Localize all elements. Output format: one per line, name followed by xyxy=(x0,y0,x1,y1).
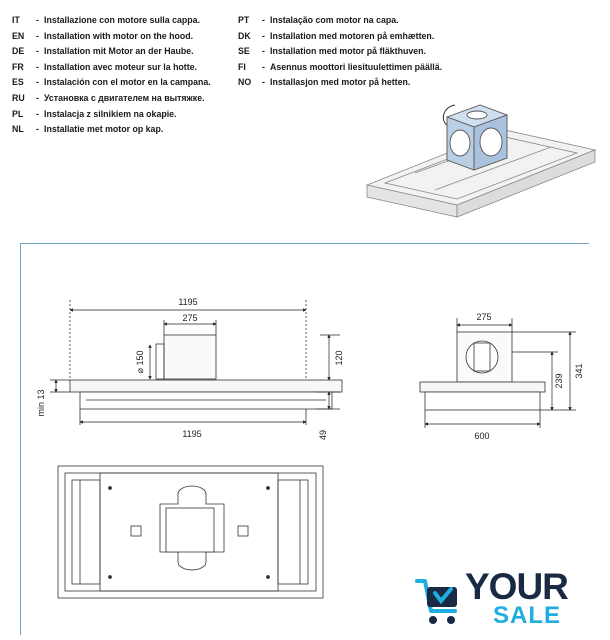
dim-width-top: 1195 xyxy=(178,297,198,307)
separator: - xyxy=(262,30,265,41)
instruction-text: Asennus moottori liesituulettimen päällä. xyxy=(270,61,443,72)
instruction-text: Installation med motor på fläkthuven. xyxy=(270,46,426,57)
instruction-text: Installation mit Motor an der Haube. xyxy=(44,46,194,57)
dim-motor-height: 120 xyxy=(334,350,344,366)
separator: - xyxy=(36,46,39,57)
separator: - xyxy=(36,108,39,119)
screw-hole xyxy=(267,487,270,490)
separator: - xyxy=(262,77,265,88)
screw-hole xyxy=(109,487,112,490)
lang-code: SE xyxy=(238,46,250,57)
instruction-text: Instalação com motor na capa. xyxy=(270,15,399,25)
logo-word-your: YOUR xyxy=(465,566,568,607)
dim-min-clearance: min 13 xyxy=(36,389,46,417)
instruction-text: Installatie met motor op kap. xyxy=(44,124,164,135)
separator: - xyxy=(262,15,265,25)
screw-hole xyxy=(109,576,112,579)
top-view xyxy=(58,466,323,598)
instruction-text: Instalación con el motor en la campana. xyxy=(44,77,211,88)
hood-side-lower xyxy=(425,392,540,410)
motor-box xyxy=(164,335,216,379)
lang-code: IT xyxy=(12,15,20,25)
separator: - xyxy=(36,77,39,88)
separator: - xyxy=(262,61,265,72)
side-view xyxy=(420,318,545,428)
lang-code: NL xyxy=(12,124,24,135)
separator: - xyxy=(36,92,39,103)
separator: - xyxy=(36,61,39,72)
instruction-text: Installation with motor on the hood. xyxy=(44,30,194,41)
dim-motor-width: 275 xyxy=(182,313,198,323)
logo-word-sale: SALE xyxy=(493,602,562,629)
hood-side-upper xyxy=(420,382,545,392)
instruction-text: Instalacja z silnikiem na okapie. xyxy=(44,108,177,119)
front-view xyxy=(70,300,342,425)
hood-upper-body xyxy=(70,380,342,392)
dim-duct-diameter: ⌀ 150 xyxy=(135,350,145,374)
hood-lower-body xyxy=(80,392,332,409)
lang-code: RU xyxy=(12,92,25,103)
motor-plate xyxy=(166,508,214,552)
lang-code: ES xyxy=(12,77,24,88)
dim-height-motor: 239 xyxy=(554,373,564,389)
dim-side-motor-width: 275 xyxy=(476,312,492,322)
duct-stub xyxy=(156,344,164,379)
dim-body-height: 49 xyxy=(318,429,328,441)
lang-code: EN xyxy=(12,30,25,41)
shopping-cart-icon xyxy=(413,573,463,633)
lang-code: DK xyxy=(238,30,251,41)
dim-depth: 600 xyxy=(474,431,490,441)
screw-hole xyxy=(267,576,270,579)
lang-code: NO xyxy=(238,77,252,88)
instruction-text: Installasjon med motor på hetten. xyxy=(270,77,411,88)
instruction-text: Установка с двигателем на вытяжке. xyxy=(44,92,205,103)
mounting-hole xyxy=(131,526,141,536)
separator: - xyxy=(36,124,39,135)
dim-height-total: 341 xyxy=(574,363,584,379)
instruction-text: Installation med motoren på emhætten. xyxy=(270,30,435,41)
dim-width-bottom: 1195 xyxy=(182,429,202,439)
your-sale-logo xyxy=(413,567,583,635)
lang-code: PL xyxy=(12,108,24,119)
lang-code: FR xyxy=(12,61,24,72)
right-filter-panel xyxy=(278,480,308,584)
lang-code: PT xyxy=(238,15,250,25)
instruction-text: Installation avec moteur sur la hotte. xyxy=(44,61,198,72)
left-filter-panel xyxy=(72,480,100,584)
lang-code: FI xyxy=(238,61,246,72)
instruction-text: Installazione con motore sulla cappa. xyxy=(44,15,200,25)
motor-outlet-rect xyxy=(474,343,490,371)
lang-code: DE xyxy=(12,46,25,57)
mounting-hole xyxy=(238,526,248,536)
separator: - xyxy=(36,15,39,25)
separator: - xyxy=(262,46,265,57)
separator: - xyxy=(36,30,39,41)
